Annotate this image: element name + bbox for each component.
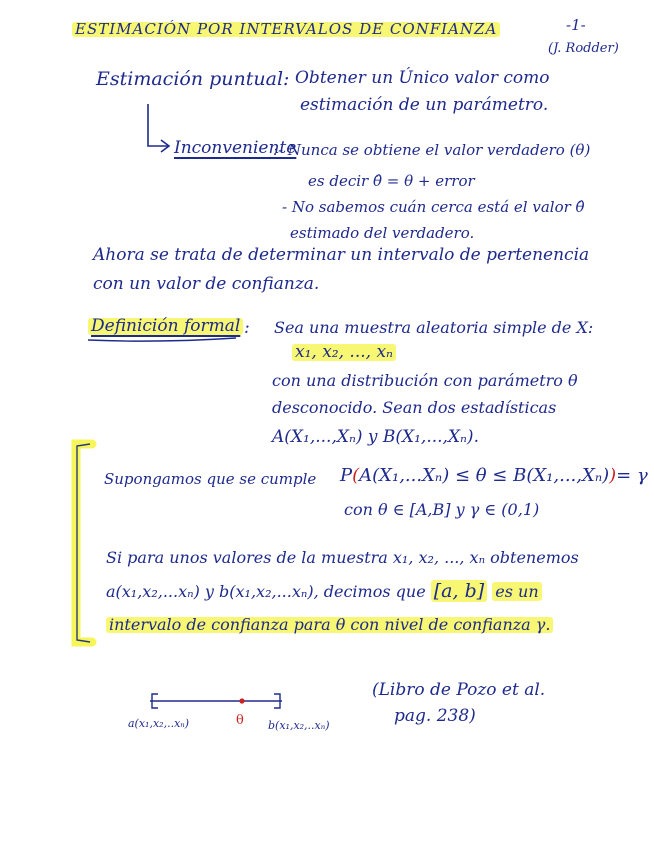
inconveniente-line-4: estimado del verdadero. <box>290 224 475 242</box>
definicion-line-3: con una distribución con parámetro θ <box>272 371 578 390</box>
probability-symbol: P <box>340 465 353 486</box>
suposicion-line-2: con θ ∈ [A,B] y γ ∈ (0,1) <box>344 500 540 519</box>
definicion-line-5: A(X₁,...,Xₙ) y B(X₁,...,Xₙ). <box>272 427 479 447</box>
reference-line-2: pag. 238) <box>394 706 476 726</box>
page-number: -1- <box>566 16 586 34</box>
definicion-line-1: Sea una muestra aleatoria simple de X: <box>274 318 594 337</box>
definicion-underline <box>88 338 236 341</box>
reference-line-1: (Libro de Pozo et al. <box>372 680 546 700</box>
suposicion-label: Supongamos que se cumple <box>104 470 317 488</box>
definicion-label: Definición formal <box>88 318 243 335</box>
diagram-right-label: b(x₁,x₂,..xₙ) <box>268 719 330 732</box>
author-note: (J. Rodder) <box>548 41 619 56</box>
intro-line-2: con un valor de confianza. <box>93 274 320 294</box>
definicion-colon: : <box>244 318 250 338</box>
punctual-line-1: Obtener un Único valor como <box>295 68 550 88</box>
intro-line-1: Ahora se trata de determinar un intervalo de pertenencia <box>93 245 590 265</box>
diagram-left-label: a(x₁,x₂,..xₙ) <box>128 717 190 730</box>
sample-values: x₁, x₂, ..., xₙ <box>292 344 396 361</box>
page-title: ESTIMACIÓN POR INTERVALOS DE CONFIANZA <box>72 22 500 37</box>
conclusion-line-2a: a(x₁,x₂,...xₙ) y b(x₁,x₂,...xₙ), decimos que <box>106 582 426 601</box>
inconveniente-label: Inconveniente <box>174 138 297 158</box>
theta-point <box>239 698 244 703</box>
hook-arrow <box>148 104 168 146</box>
left-bracket-highlight <box>76 444 92 642</box>
conclusion-line-2b: es un <box>492 582 541 601</box>
inconveniente-line-3: - No sabemos cuán cerca está el valor θ̂ <box>282 198 585 216</box>
punctual-label: Estimación puntual: <box>96 68 290 90</box>
probability-rhs: = γ <box>616 465 648 486</box>
inconveniente-line-1: :- Nunca se obtiene el valor verdadero (θ) <box>273 141 591 159</box>
definicion-line-4: desconocido. Sean dos estadísticas <box>272 398 557 417</box>
probability-inequality: A(X₁,...Xₙ) ≤ θ ≤ B(X₁,...,Xₙ) <box>359 465 610 486</box>
conclusion-line-1: Si para unos valores de la muestra x₁, x₂, ..., xₙ obtenemos <box>106 548 579 567</box>
diagram-theta-label: θ <box>236 713 244 728</box>
open-paren: ( <box>352 465 360 486</box>
interval-ab: [a, b] <box>431 580 487 602</box>
punctual-line-2: estimación de un parámetro. <box>300 95 549 115</box>
inconveniente-line-2: es decir θ̂ = θ + error <box>308 172 475 190</box>
conclusion-line-3: intervalo de confianza para θ con nivel de confianza γ. <box>106 617 553 633</box>
close-paren: ) <box>609 465 617 486</box>
